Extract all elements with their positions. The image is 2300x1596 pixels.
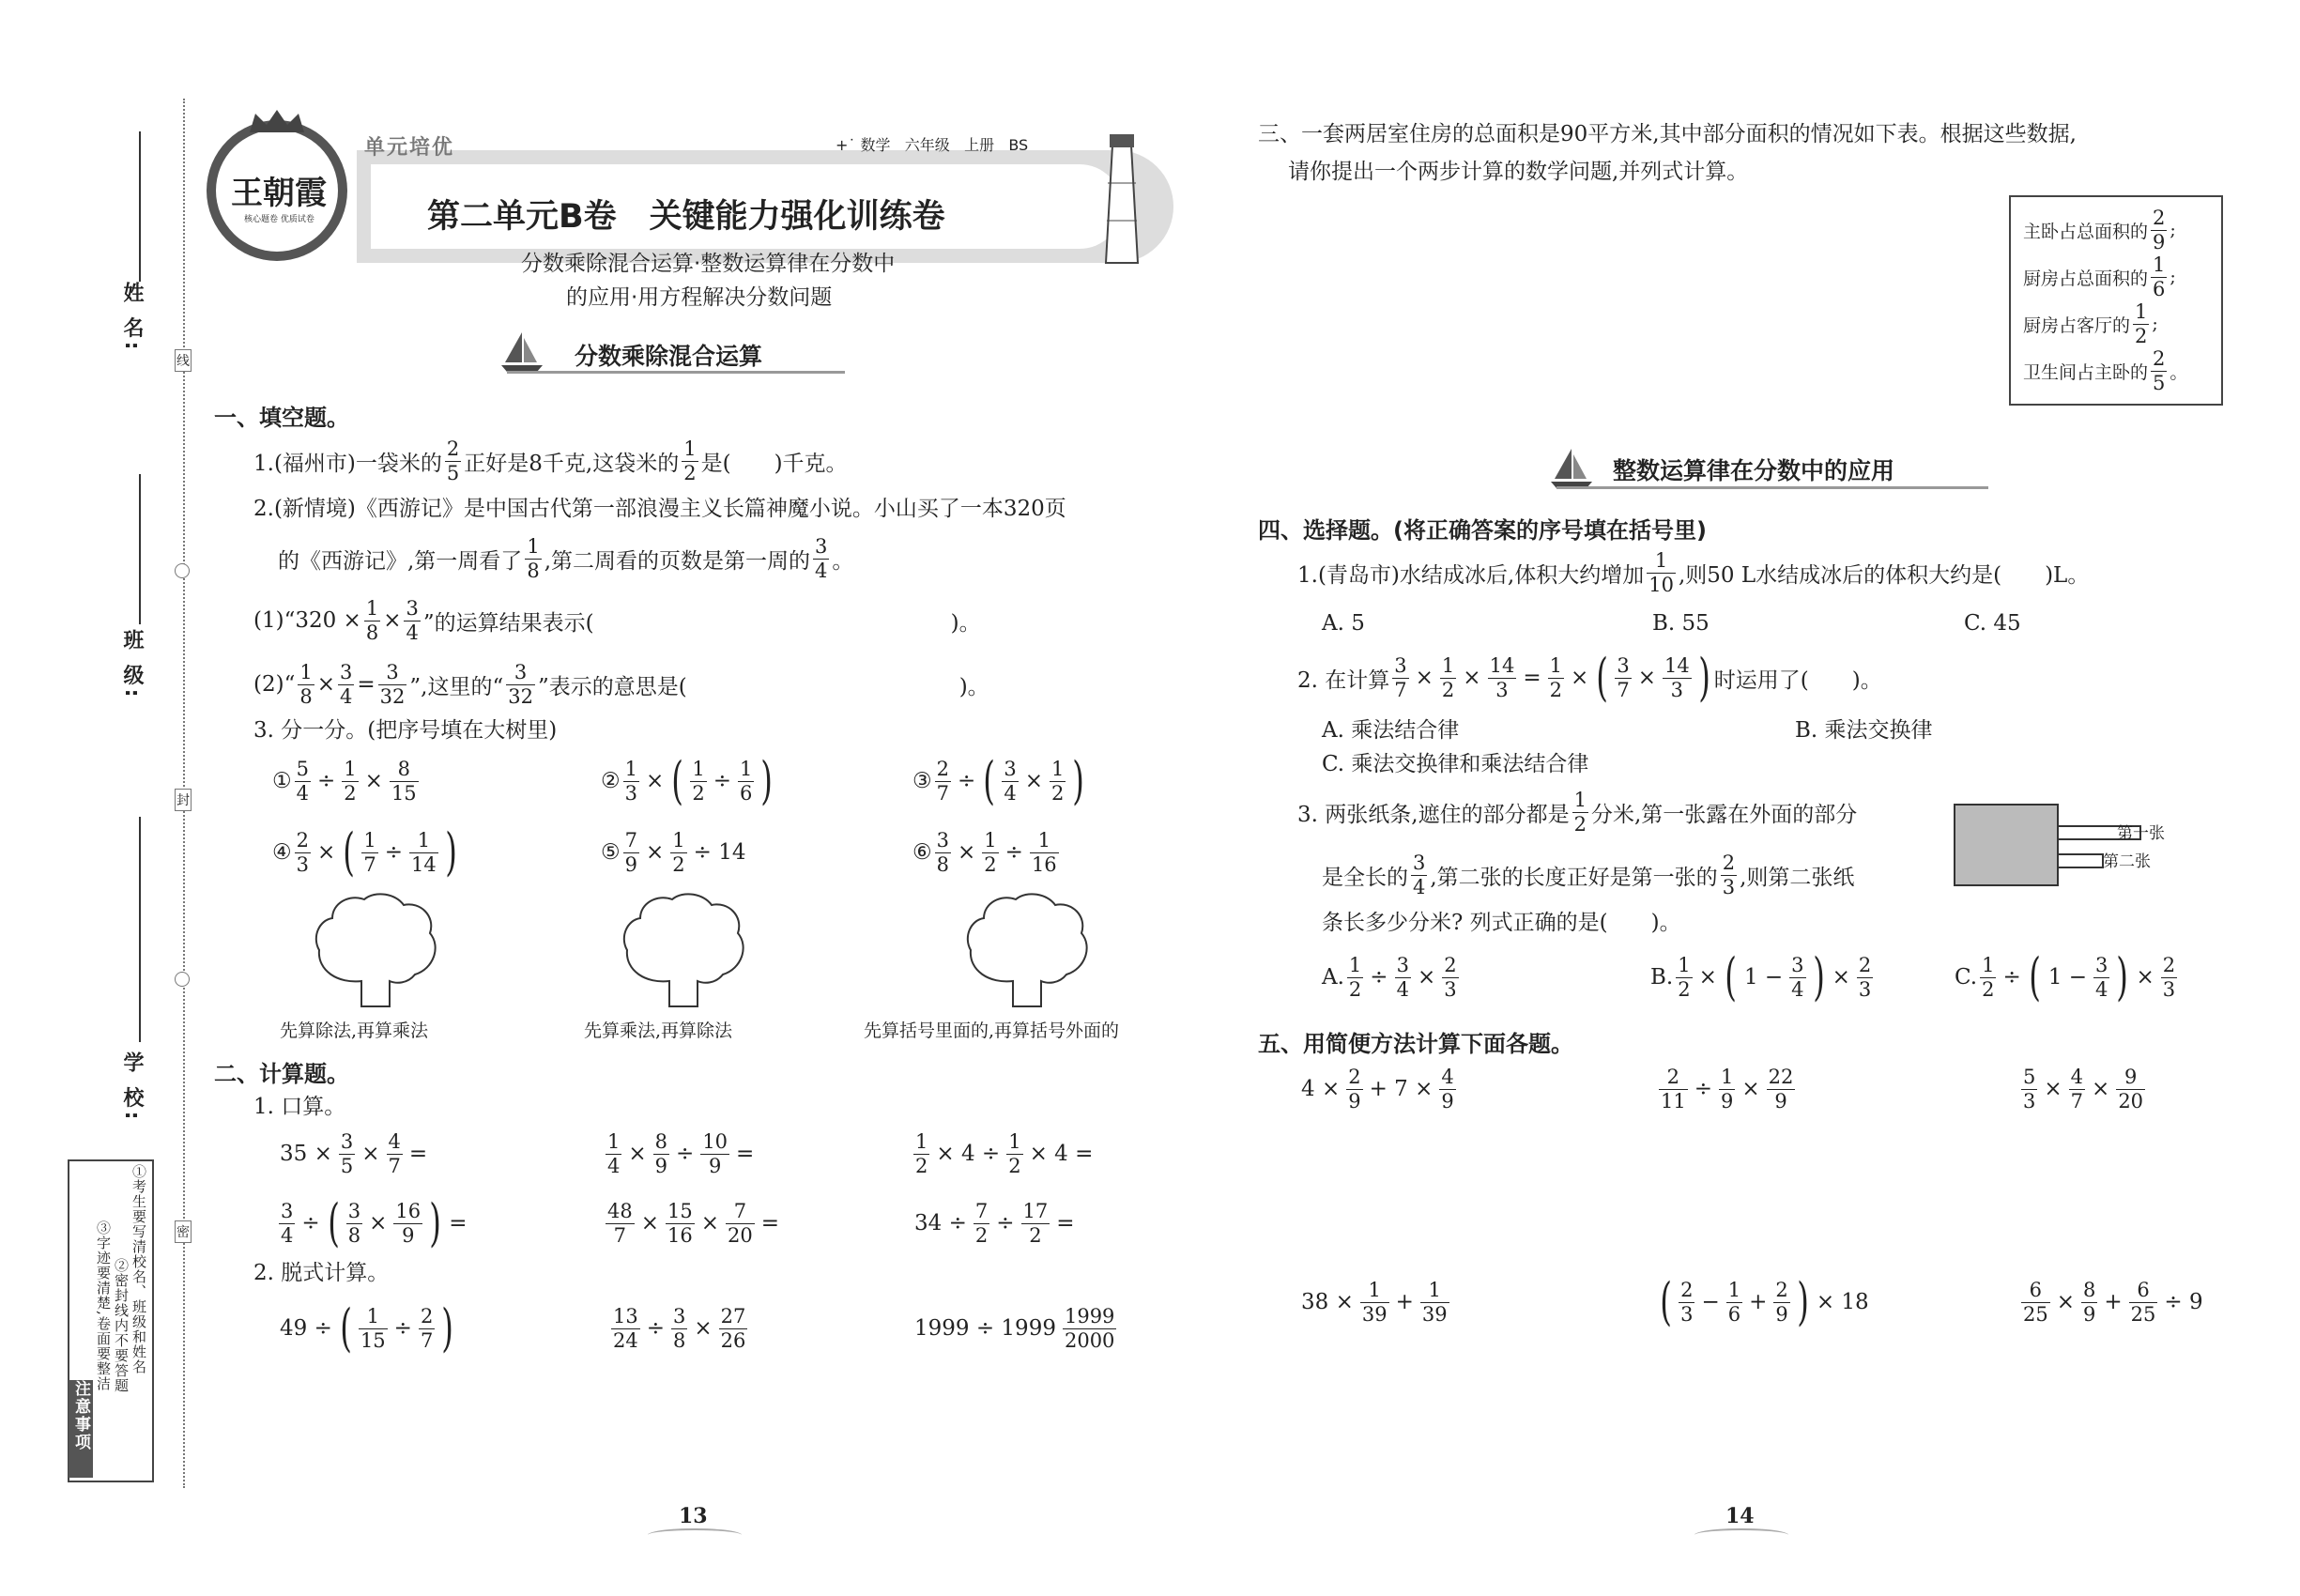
oral-expression: [911, 1190, 1079, 1256]
fraction: $\frac{1}{2}$: [915, 1129, 928, 1177]
fraction: $\frac{3}{4}$: [1396, 953, 1409, 1001]
fraction: $\frac{1}{2}$: [1678, 953, 1691, 1001]
expr-token: =: [449, 1211, 468, 1235]
option-a[interactable]: A. 乘法结合律: [1322, 718, 1460, 743]
fraction: $\frac{14}{3}$: [1489, 653, 1515, 701]
expr-token: × 4 =: [1029, 1142, 1094, 1166]
expr-token: × 18: [1816, 1290, 1869, 1314]
name-underline: [139, 131, 141, 282]
meta-volume: 上册: [964, 136, 995, 154]
fraction: $\frac{4}{9}$: [1441, 1065, 1454, 1113]
option-a[interactable]: A. 5: [1322, 611, 1365, 636]
item-label: ①: [272, 769, 292, 793]
expr-token: =: [736, 1142, 755, 1166]
fraction: $\frac{15}{16}$: [667, 1199, 693, 1247]
fraction: $\frac{1}{16}$: [1031, 828, 1057, 876]
tree-label: 先算括号里面的,再算括号外面的: [864, 1021, 1120, 1041]
logo: [207, 120, 347, 261]
fraction: $\frac{1}{2}$: [984, 828, 997, 876]
q3-option-a[interactable]: [1322, 944, 1462, 1010]
open-paren: (: [1660, 1272, 1672, 1331]
oral-expression: [276, 1190, 470, 1256]
q-text: ,第二张的长度正好是第一张的: [1430, 865, 1718, 890]
q-text: ”,这里的“: [409, 674, 504, 699]
close-paren: ): [441, 1298, 454, 1358]
expr-token: ÷: [646, 1316, 666, 1341]
fraction: $\frac{2}{3}$: [2162, 953, 2176, 1001]
expr-token: ÷: [1370, 965, 1388, 990]
open-paren: (: [327, 1193, 340, 1252]
notes-title: 注意事项: [69, 1380, 93, 1478]
close-paren: ): [1812, 947, 1825, 1006]
q-text: 2. 在计算: [1297, 668, 1390, 693]
fraction: $\frac{3}{4}$: [281, 1199, 294, 1247]
expr-token: ×: [640, 1211, 660, 1235]
simplify-expression: [1297, 1061, 1459, 1117]
fraction: $\frac{3}{4}$: [1791, 953, 1804, 1001]
q-text: 1.(青岛市)水结成冰后,体积大约增加: [1297, 562, 1645, 588]
fraction: $\frac{1}{7}$: [363, 828, 376, 876]
expr-token: 1 −: [1743, 965, 1784, 990]
school-label: 学 校:: [120, 1051, 144, 1124]
fraction: $\frac{1}{2}$: [692, 757, 705, 805]
fraction: $\frac{2}{5}$: [446, 437, 460, 484]
item-label: ⑥: [912, 840, 932, 865]
expr-token: ×: [2044, 1077, 2062, 1101]
expr-token: ×: [1741, 1077, 1760, 1101]
expr-token: 4 ×: [1301, 1077, 1341, 1101]
expr-token: ×: [628, 1142, 647, 1166]
fraction: $\frac{2}{3}$: [296, 828, 309, 876]
class-underline: [139, 474, 141, 624]
fraction: $\frac{1}{15}$: [360, 1304, 386, 1352]
q-text: 的《西游记》,第一周看了: [278, 548, 523, 574]
page-number-right: 14: [1725, 1504, 1755, 1528]
fraction: $\frac{1}{2}$: [1348, 953, 1362, 1001]
operator: =: [357, 672, 376, 697]
expr-token: ×: [700, 1211, 720, 1235]
fraction: $\frac{1}{2}$: [1441, 653, 1455, 701]
expr-token: ÷: [1004, 840, 1023, 865]
expr-token: 34 ÷: [914, 1211, 967, 1235]
open-paren: (: [671, 751, 684, 810]
fraction: $\frac{1}{2}$: [1982, 953, 1995, 1001]
expr-token: ×: [694, 1316, 713, 1341]
expr-token: ÷: [384, 840, 404, 865]
meta-grade: 六年级: [904, 136, 950, 154]
expr-token: =: [1056, 1211, 1075, 1235]
fraction: $\frac{1}{2}$: [1051, 757, 1065, 805]
fraction: $\frac{4}{7}$: [2070, 1065, 2084, 1113]
close-paren: ): [2116, 947, 2129, 1006]
fraction: $\frac{2}{3}$: [1680, 1278, 1694, 1326]
expr-token: ÷ 9: [2164, 1290, 2203, 1314]
oral-expression: [603, 1127, 758, 1181]
sailboat-icon: [499, 330, 546, 374]
q-text: 是全长的: [1322, 865, 1408, 890]
q-text: (1)“320 ×: [253, 608, 361, 633]
expr-token: ÷: [301, 1211, 320, 1235]
expr-token: ÷: [2002, 965, 2021, 990]
option-c[interactable]: C. 乘法交换律和乘法结合律: [1322, 752, 1589, 776]
section-banner-underline: [507, 371, 845, 374]
class-label: 班 级:: [120, 629, 144, 701]
fraction: $\frac{6}{25}$: [2023, 1278, 2048, 1326]
expr-token: ×: [1637, 666, 1656, 690]
fraction: $\frac{3}{4}$: [815, 534, 828, 582]
fraction: $\frac{1}{2}$: [1573, 788, 1587, 836]
expr-token: +: [2104, 1290, 2123, 1314]
fraction: $\frac{3}{7}$: [1394, 653, 1407, 701]
seal-mark-line: 线: [175, 349, 192, 372]
expr-token: × 4 ÷: [936, 1142, 1001, 1166]
meta-subject: 数学: [860, 136, 891, 154]
seal-mark-seal: 封: [175, 789, 192, 811]
oral-expression: [603, 1190, 783, 1256]
expr-token: ÷: [958, 769, 976, 793]
item-label: ⑤: [601, 840, 621, 865]
part2-title: 二、计算题。: [214, 1061, 349, 1087]
question-2-line-1: 2.(新情境)《西游记》是中国古代第一部浪漫主义长篇神魔小说。小山买了一本320页: [253, 497, 1066, 521]
fraction: $\frac{2}{9}$: [1348, 1065, 1361, 1113]
fraction: $\frac{3}{32}$: [508, 660, 533, 708]
info-row: 主卧占总面积的 $\frac{2}{9}$ ;: [2023, 206, 2176, 253]
section-banner-right: 整数运算律在分数中的应用: [1613, 457, 1895, 484]
fraction: $\frac{10}{9}$: [702, 1129, 728, 1177]
fraction: $\frac{1}{4}$: [607, 1129, 621, 1177]
part3-title: 三、一套两居室住房的总面积是90平方米,其中部分面积的情况如下表。根据这些数据,: [1258, 122, 2077, 146]
fraction: $\frac{3}{4}$: [406, 596, 419, 644]
sort-expression: [601, 822, 750, 882]
meta-dots-icon: +˙: [836, 136, 861, 154]
fraction: $\frac{3}{8}$: [936, 828, 949, 876]
sort-expression: [912, 822, 1062, 882]
q-text: 时运用了( )。: [1713, 668, 1882, 693]
oral-expression: [911, 1127, 1096, 1181]
expr-token: ×: [361, 1142, 380, 1166]
expr-token: ×: [317, 840, 336, 865]
open-paren: (: [343, 822, 356, 882]
question-2-sub-2: [253, 657, 989, 712]
expr-token: ÷ 14: [693, 840, 746, 865]
fraction: $\frac{5}{4}$: [296, 757, 309, 805]
info-row: 卫生间占主卧的 $\frac{2}{5}$ 。: [2023, 346, 2188, 394]
close-paren: ): [444, 822, 457, 882]
expr-token: −: [1701, 1290, 1720, 1314]
q-text: ”表示的意思是(: [537, 674, 687, 699]
close-paren: ): [760, 751, 774, 810]
expr-token: ÷: [713, 769, 732, 793]
fraction: $\frac{1}{2}$: [344, 757, 357, 805]
fraction: $\frac{1}{39}$: [1361, 1278, 1388, 1326]
simplify-expression: [1656, 1269, 1873, 1335]
simplify-expression: [2018, 1061, 2148, 1117]
fraction: $\frac{13}{24}$: [613, 1304, 638, 1352]
q-text: 是( )千克。: [700, 451, 848, 476]
q-text: 分米,第一张露在外面的部分: [1590, 802, 1858, 827]
logo-crown-icon: [246, 108, 308, 134]
q-text: ,第二周看的页数是第一周的: [544, 548, 810, 574]
close-paren: ): [429, 1193, 441, 1252]
expr-token: ×: [1570, 666, 1589, 690]
binding-hole-icon: [175, 972, 190, 987]
fraction: $\frac{48}{7}$: [607, 1199, 633, 1247]
fraction: $\frac{1}{2}$: [683, 437, 697, 484]
expr-token: ×: [2136, 965, 2154, 990]
q-text: ”的运算结果表示(: [422, 610, 594, 636]
fraction: $\frac{3}{8}$: [673, 1304, 686, 1352]
logo-subtext: 核心题卷 优质试卷: [244, 215, 314, 224]
question-2-sub-1: [253, 597, 981, 644]
step-calc-title: 2. 脱式计算。: [253, 1261, 390, 1285]
expr-token: ÷: [393, 1316, 412, 1341]
item-label: ④: [272, 840, 292, 865]
fraction: $\frac{8}{9}$: [2083, 1278, 2096, 1326]
meta-edition: BS: [1008, 136, 1029, 154]
expr-token: 49 ÷: [280, 1316, 332, 1341]
item-label: A.: [1322, 965, 1344, 990]
fraction: $\frac{16}{9}$: [395, 1199, 422, 1247]
q-text: )。: [958, 674, 989, 699]
expr-token: ÷: [1694, 1077, 1713, 1101]
page-number-left: 13: [679, 1504, 708, 1528]
expr-token: +: [1395, 1290, 1414, 1314]
question-3-title: 3. 分一分。(把序号填在大树里): [253, 718, 558, 743]
fraction: $\frac{2}{7}$: [420, 1304, 434, 1352]
q3-option-c[interactable]: [1955, 944, 2180, 1010]
notes-item: ③字迹要清楚,卷面要整洁: [95, 1220, 112, 1391]
fraction: $\frac{27}{26}$: [720, 1304, 746, 1352]
fraction: $\frac{4}{7}$: [388, 1129, 401, 1177]
close-paren: ): [1697, 648, 1710, 707]
fraction: $\frac{1}{2}$: [1549, 653, 1562, 701]
sort-expression: [912, 751, 1088, 811]
q-text: ,则50 L水结成冰后的体积大约是( )L。: [1678, 562, 2090, 588]
oral-expression: [276, 1127, 431, 1181]
expr-token: ×: [1463, 666, 1481, 690]
expr-token: ×: [364, 769, 383, 793]
fraction: $\frac{2}{3}$: [1858, 953, 1872, 1001]
fraction: $\frac{2}{9}$: [1775, 1278, 1788, 1326]
expr-token: ×: [958, 840, 976, 865]
step-expression: [911, 1296, 1119, 1361]
subtitle-line-2: 的应用·用方程解决分数问题: [566, 285, 833, 310]
fraction: $\frac{3}{4}$: [340, 660, 353, 708]
item-label: ③: [912, 769, 932, 793]
operator: ×: [316, 672, 335, 697]
question-1: [253, 437, 848, 484]
fraction: $\frac{17}{2}$: [1022, 1199, 1049, 1247]
sort-expression: [601, 751, 776, 811]
close-paren: ): [1072, 751, 1085, 810]
expr-token: ×: [646, 769, 665, 793]
strip-label-first: 第一张: [2117, 824, 2165, 843]
expr-token: ÷: [317, 769, 336, 793]
q-text: 。: [832, 548, 854, 574]
fraction: $\frac{1}{8}$: [527, 534, 540, 582]
fraction: $\frac{5}{3}$: [2023, 1065, 2036, 1113]
option-b[interactable]: B. 乘法交换律: [1795, 718, 1933, 743]
section-banner-left: 分数乘除混合运算: [575, 343, 763, 370]
open-paren: (: [2028, 947, 2041, 1006]
fraction: $\frac{7}{2}$: [974, 1199, 989, 1247]
fraction: $\frac{2}{11}$: [1661, 1065, 1686, 1113]
expr-token: ×: [1415, 666, 1434, 690]
expr-token: + 7 ×: [1369, 1077, 1434, 1101]
q-text: 正好是8千克,这袋米的: [464, 451, 680, 476]
expr-token: ÷: [996, 1211, 1015, 1235]
expr-token: ×: [646, 840, 665, 865]
lighthouse-icon: [1089, 127, 1155, 268]
option-c[interactable]: C. 45: [1964, 611, 2021, 636]
tree-3-icon[interactable]: [961, 892, 1093, 1009]
simplify-expression: [1656, 1061, 1798, 1117]
tree-label: 先算乘法,再算除法: [584, 1021, 733, 1041]
fraction: $\frac{2}{7}$: [936, 757, 949, 805]
fraction: $\frac{1}{6}$: [740, 757, 753, 805]
open-paren: (: [340, 1298, 352, 1358]
expr-token: ÷: [676, 1142, 695, 1166]
fraction: $\frac{3}{7}$: [1617, 653, 1630, 701]
open-paren: (: [1725, 947, 1737, 1006]
part4-title: 四、选择题。(将正确答案的序号填在括号里): [1258, 517, 1707, 544]
fraction: $\frac{1}{2}$: [1008, 1129, 1021, 1177]
fraction: $\frac{7}{20}$: [728, 1199, 753, 1247]
fraction: $\frac{9}{20}$: [2118, 1065, 2144, 1113]
tree-1-icon[interactable]: [310, 892, 441, 1009]
q3-option-b[interactable]: [1650, 944, 1876, 1010]
oral-title: 1. 口算。: [253, 1095, 346, 1119]
expr-token: 35 ×: [280, 1142, 332, 1166]
q-text: (2)“: [253, 672, 296, 697]
operator: ×: [383, 608, 402, 633]
expr-token: ×: [1698, 965, 1717, 990]
fraction: $\frac{1}{8}$: [365, 596, 379, 644]
sailboat-icon: [1549, 447, 1596, 490]
fraction: $\frac{1}{9}$: [1721, 1065, 1734, 1113]
fraction: $\frac{6}{25}$: [2130, 1278, 2156, 1326]
simplify-expression: [2018, 1269, 2207, 1335]
q-text: )。: [950, 610, 981, 636]
info-row: 厨房占客厅的 $\frac{1}{2}$ ;: [2023, 299, 2158, 347]
choice-question-3-line-2: [1322, 850, 1854, 900]
strip-label-second: 第二张: [2103, 852, 2151, 871]
step-expression: [608, 1296, 750, 1361]
logo-text: 王朝霞: [231, 175, 327, 212]
item-label: C.: [1955, 965, 1978, 990]
header-meta: [836, 133, 1028, 155]
part1-title: 一、填空题。: [214, 405, 349, 431]
choice-question-2: [1297, 648, 1882, 708]
option-b[interactable]: B. 55: [1652, 611, 1710, 636]
fraction: $\frac{22}{9}$: [1768, 1065, 1794, 1113]
school-underline: [139, 817, 141, 1042]
page-title: 第二单元B卷 关键能力强化训练卷: [427, 198, 945, 236]
fraction: $\frac{1}{39}$: [1421, 1278, 1448, 1326]
q-text: 1.(福州市)一袋米的: [253, 451, 442, 476]
fraction: $\frac{3}{4}$: [1004, 757, 1017, 805]
simplify-expression: [1297, 1269, 1452, 1335]
expr-token: =: [408, 1142, 428, 1166]
part5-title: 五、用简便方法计算下面各题。: [1258, 1031, 1573, 1057]
expr-token: 1 −: [2047, 965, 2088, 990]
sort-expression: [272, 751, 422, 811]
q-text: ,则第二张纸: [1740, 865, 1855, 890]
sort-expression: [272, 822, 461, 882]
tree-label: 先算除法,再算乘法: [280, 1021, 429, 1041]
expr-token: ×: [1417, 965, 1436, 990]
q-text: 3. 两张纸条,遮住的部分都是: [1297, 802, 1570, 827]
notes-item: ②密封线内不要答题: [113, 1258, 130, 1393]
expr-token: ×: [1832, 965, 1850, 990]
binding-hole-icon: [175, 563, 190, 578]
fraction: $\frac{3}{32}$: [379, 660, 406, 708]
fraction: $\frac{2}{3}$: [1722, 851, 1736, 898]
open-paren: (: [1596, 648, 1609, 707]
fraction: $\frac{3}{8}$: [347, 1199, 361, 1247]
subtitle-line-1: 分数乘除混合运算·整数运算律在分数中: [521, 252, 896, 276]
expr-token: =: [1523, 666, 1541, 690]
item-label: ②: [601, 769, 621, 793]
choice-question-3-line-3: 条长多少分米? 列式正确的是( )。: [1322, 911, 1681, 935]
fraction: $\frac{3}{4}$: [2095, 953, 2108, 1001]
expr-token: +: [1749, 1290, 1768, 1314]
expr-token: ×: [2056, 1290, 2076, 1314]
fraction: $\frac{8}{9}$: [654, 1129, 668, 1177]
info-row: 厨房占总面积的 $\frac{1}{6}$ ;: [2023, 253, 2176, 300]
item-label: B.: [1650, 965, 1674, 990]
choice-question-1: [1297, 548, 2089, 597]
fraction: $\frac{1}{14}$: [411, 828, 437, 876]
expr-token: =: [760, 1211, 780, 1235]
fraction: $\frac{8}{15}$: [391, 757, 417, 805]
fraction: $\frac{1}{10}$: [1648, 548, 1674, 596]
fraction: $\frac{1999}{2000}$: [1064, 1304, 1115, 1352]
fraction: $\frac{14}{3}$: [1664, 653, 1690, 701]
fraction: $\frac{3}{5}$: [340, 1129, 354, 1177]
section-banner-underline: [1556, 486, 1988, 489]
question-2-line-2: [278, 535, 853, 582]
expr-token: ×: [1024, 769, 1044, 793]
page-number-swoosh: [1694, 1528, 1788, 1542]
unit-badge: 单元培优: [364, 136, 455, 160]
name-label: 姓 名:: [120, 282, 144, 354]
fraction: $\frac{2}{3}$: [1444, 953, 1457, 1001]
expr-token: 1999 ÷ 1999: [914, 1316, 1056, 1341]
tree-2-icon[interactable]: [618, 892, 749, 1009]
step-expression: [276, 1296, 457, 1361]
expr-token: 38 ×: [1301, 1290, 1354, 1314]
expr-token: ×: [369, 1211, 388, 1235]
fraction: $\frac{1}{6}$: [1727, 1278, 1741, 1326]
paper-strip-diagram: [1953, 803, 2216, 887]
page-number-swoosh: [648, 1528, 742, 1542]
q2-expression: [1389, 648, 1714, 707]
notes-item: ①考生要写清校名、班级和姓名: [130, 1164, 147, 1374]
fraction: $\frac{3}{4}$: [1413, 851, 1426, 898]
expr-token: ×: [2092, 1077, 2110, 1101]
fraction: $\frac{7}{9}$: [624, 828, 637, 876]
part3-line-2: 请你提出一个两步计算的数学问题,并列式计算。: [1288, 160, 1749, 184]
seal-mark-close: 密: [175, 1220, 192, 1243]
close-paren: ): [1796, 1272, 1809, 1331]
open-paren: (: [983, 751, 996, 810]
fraction: $\frac{1}{8}$: [299, 660, 313, 708]
choice-question-3-line-1: [1297, 787, 1857, 837]
fraction: $\frac{1}{2}$: [672, 828, 685, 876]
fraction: $\frac{1}{3}$: [624, 757, 637, 805]
